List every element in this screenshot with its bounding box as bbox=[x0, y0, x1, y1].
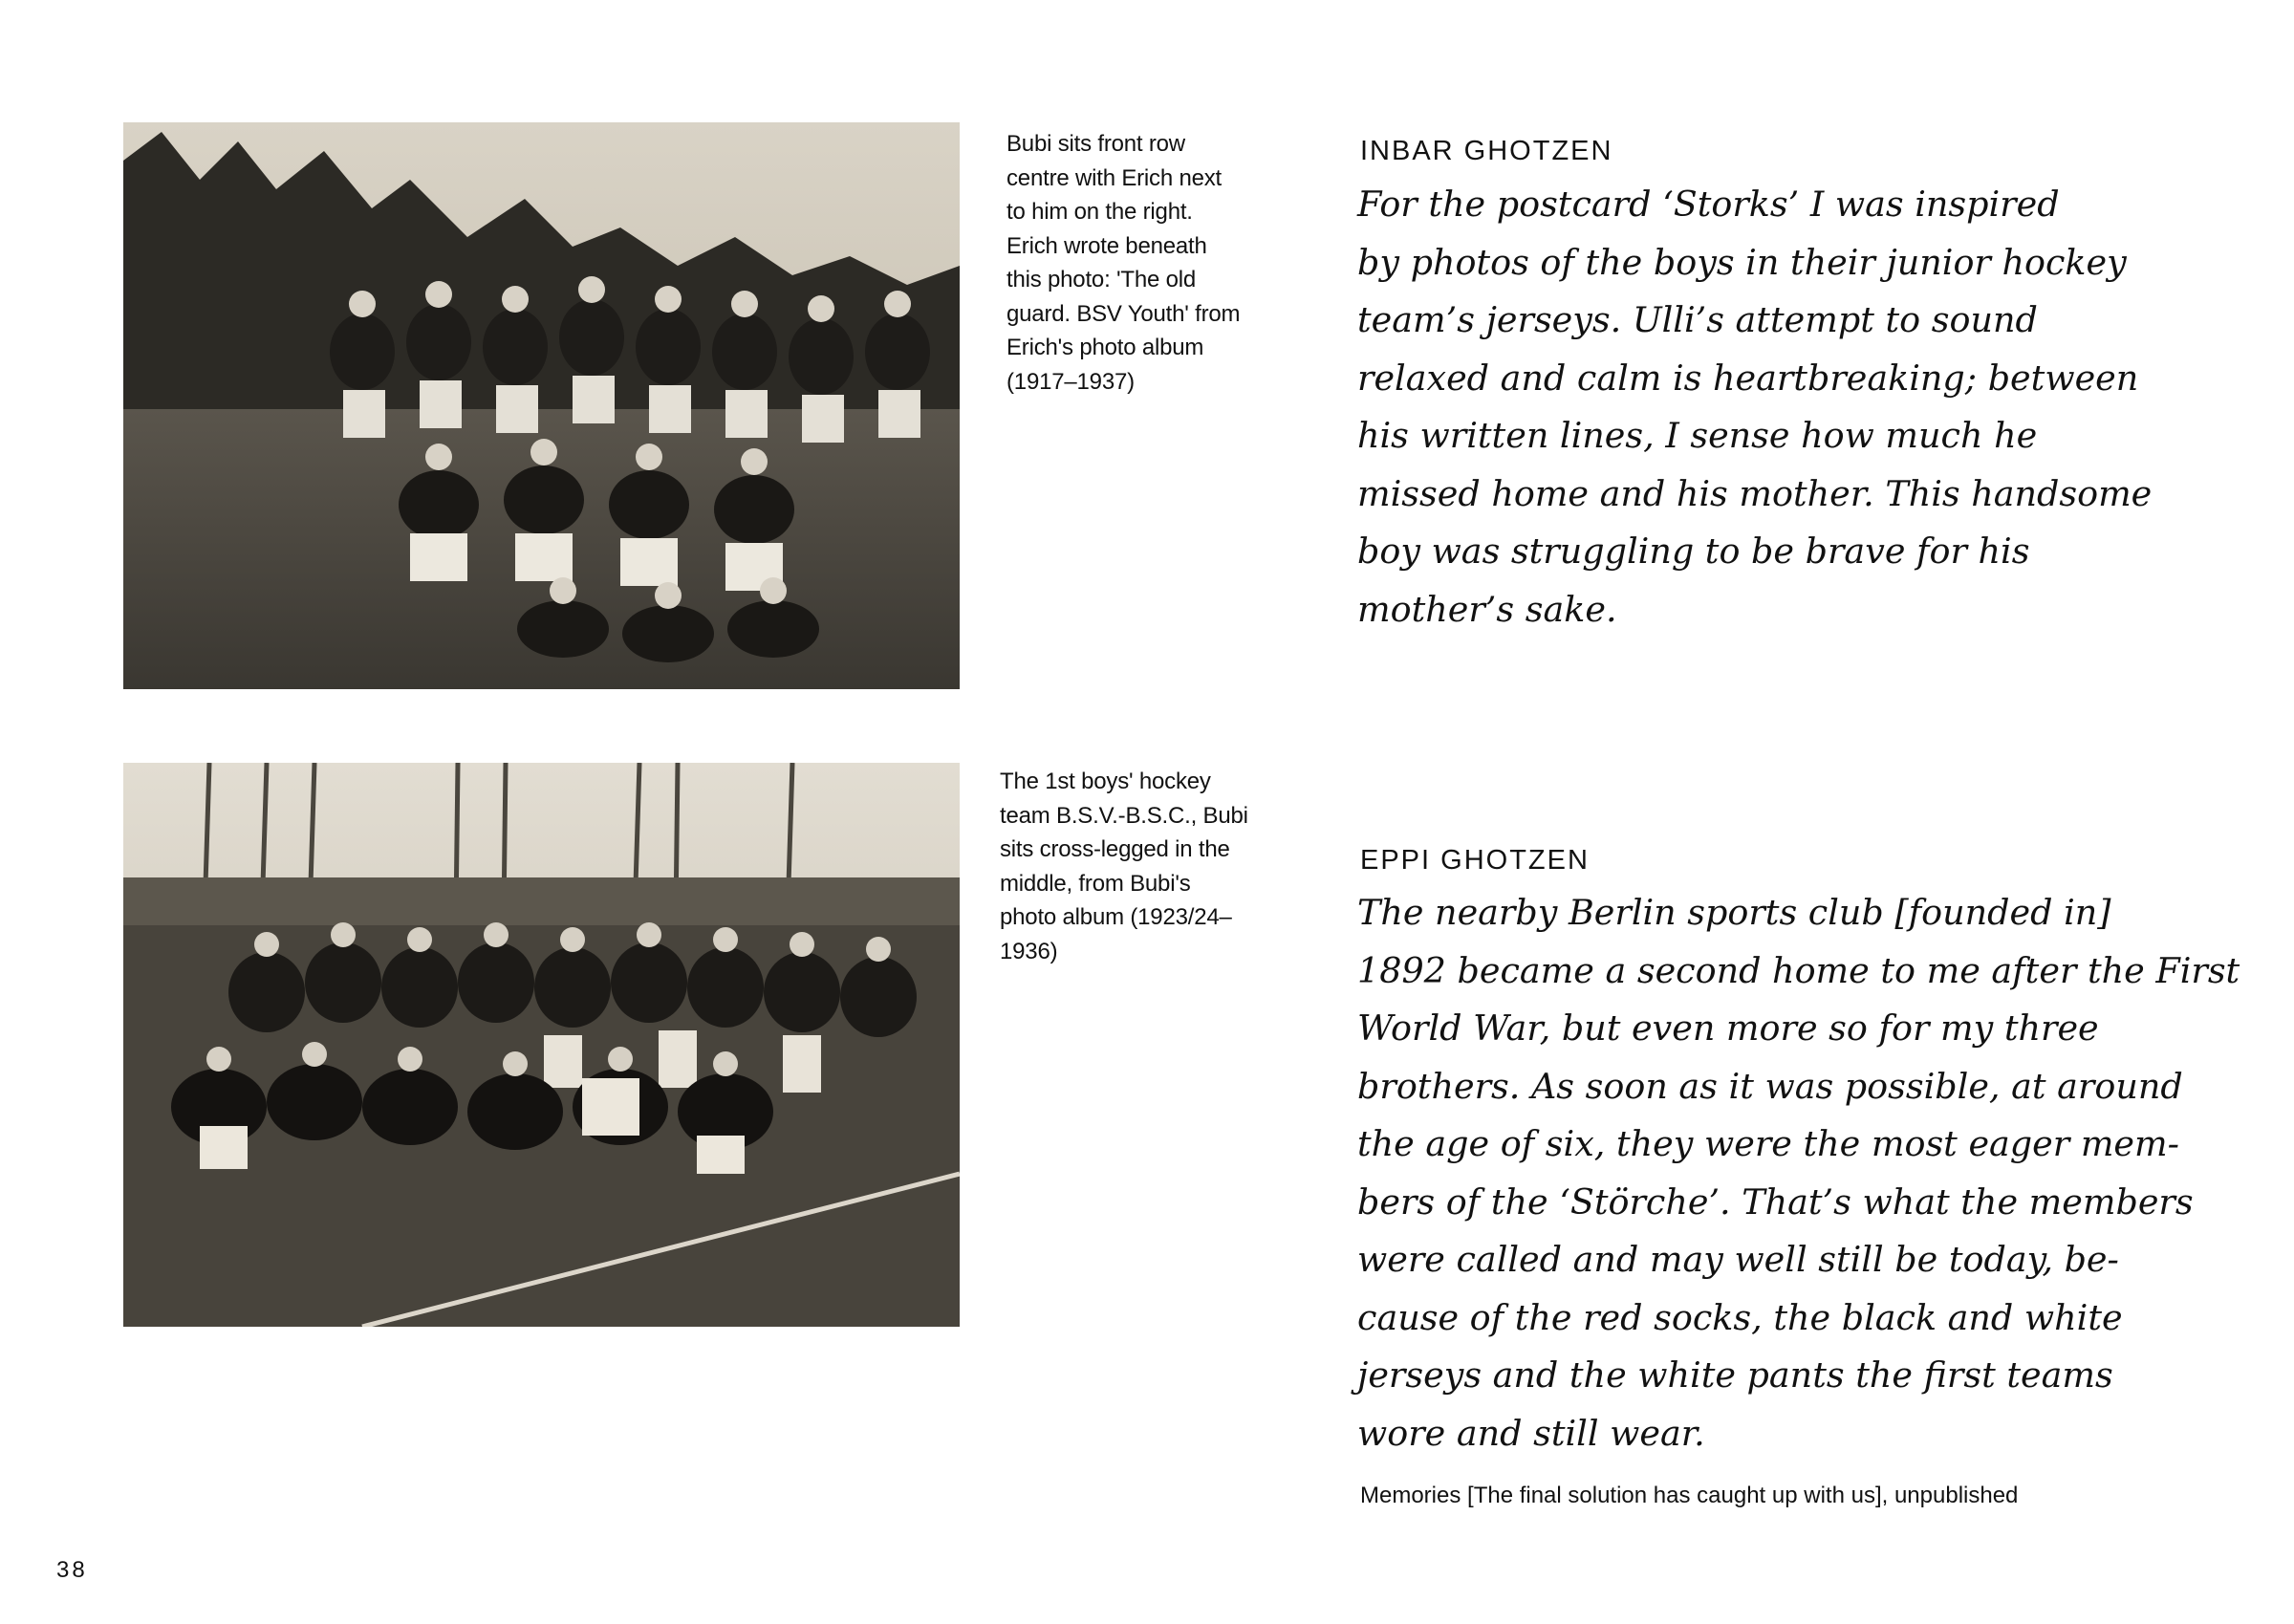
quote-line: were called and may well still be today, be- bbox=[1357, 1239, 2119, 1280]
caption-line: (1917–1937) bbox=[1006, 368, 1135, 395]
quote-line: World War, but even more so for my three bbox=[1357, 1007, 2099, 1049]
photo-caption-2 bbox=[1000, 765, 1306, 968]
team-photo-boys-hockey-image bbox=[123, 763, 960, 1327]
testimony-author-1: INBAR GHOTZEN bbox=[1360, 136, 1613, 166]
page-number: 38 bbox=[56, 1557, 88, 1583]
quote-line: missed home and his mother. This handsome bbox=[1357, 472, 2153, 514]
quote-line: bers of the ‘Störche’. That’s what the members bbox=[1357, 1180, 2194, 1223]
quote-line: relaxed and calm is heartbreaking; between bbox=[1357, 357, 2139, 399]
caption-line: The 1st boys' hockey bbox=[1000, 769, 1211, 794]
testimony-author-2: EPPI GHOTZEN bbox=[1360, 845, 1590, 876]
quote-line: The nearby Berlin sports club [founded in] bbox=[1357, 892, 2111, 933]
caption-line: 1936) bbox=[1000, 938, 1058, 964]
quote-line: jerseys and the white pants the first teams bbox=[1357, 1354, 2113, 1396]
caption-line: middle, from Bubi's bbox=[1000, 870, 1191, 897]
quote-line: mother’s sake. bbox=[1357, 588, 1617, 630]
quote-line: team’s jerseys. Ulli’s attempt to sound bbox=[1357, 299, 2038, 340]
team-photo-bsv-youth bbox=[123, 122, 960, 689]
quote-line: 1892 became a second home to me after the First bbox=[1357, 949, 2240, 991]
quote-line: For the postcard ‘Storks’ I was inspired bbox=[1357, 184, 2060, 225]
testimony-quote-1 bbox=[1357, 176, 2198, 639]
quote-line: the age of six, they were the most eager mem- bbox=[1357, 1123, 2179, 1164]
quote-line: wore and still wear. bbox=[1357, 1412, 1705, 1454]
team-photo-boys-hockey bbox=[123, 763, 960, 1327]
team-photo-bsv-youth-image bbox=[123, 122, 960, 689]
caption-line: centre with Erich next bbox=[1006, 164, 1223, 191]
photo-caption-1 bbox=[1006, 127, 1312, 399]
caption-line: sits cross-legged in the bbox=[1000, 836, 1230, 862]
quote-line: brothers. As soon as it was possible, at around bbox=[1357, 1065, 2183, 1107]
caption-line: team B.S.V.-B.S.C., Bubi bbox=[1000, 802, 1248, 829]
caption-line: Erich's photo album bbox=[1006, 335, 1204, 360]
source-citation: Memories [The final solution has caught up with us], unpublished bbox=[1360, 1483, 2019, 1508]
caption-line: Erich wrote beneath bbox=[1006, 232, 1207, 259]
caption-line: this photo: 'The old bbox=[1006, 267, 1197, 292]
caption-line: guard. BSV Youth' from bbox=[1006, 300, 1241, 327]
quote-line: boy was struggling to be brave for his bbox=[1357, 531, 2030, 572]
testimony-quote-2 bbox=[1357, 884, 2240, 1462]
caption-line: photo album (1923/24– bbox=[1000, 904, 1232, 930]
caption-line: to him on the right. bbox=[1006, 199, 1193, 225]
quote-line: cause of the red socks, the black and white bbox=[1357, 1296, 2123, 1338]
caption-line: Bubi sits front row bbox=[1006, 131, 1185, 157]
quote-line: by photos of the boys in their junior hockey bbox=[1357, 241, 2127, 283]
quote-line: his written lines, I sense how much he bbox=[1357, 415, 2038, 456]
